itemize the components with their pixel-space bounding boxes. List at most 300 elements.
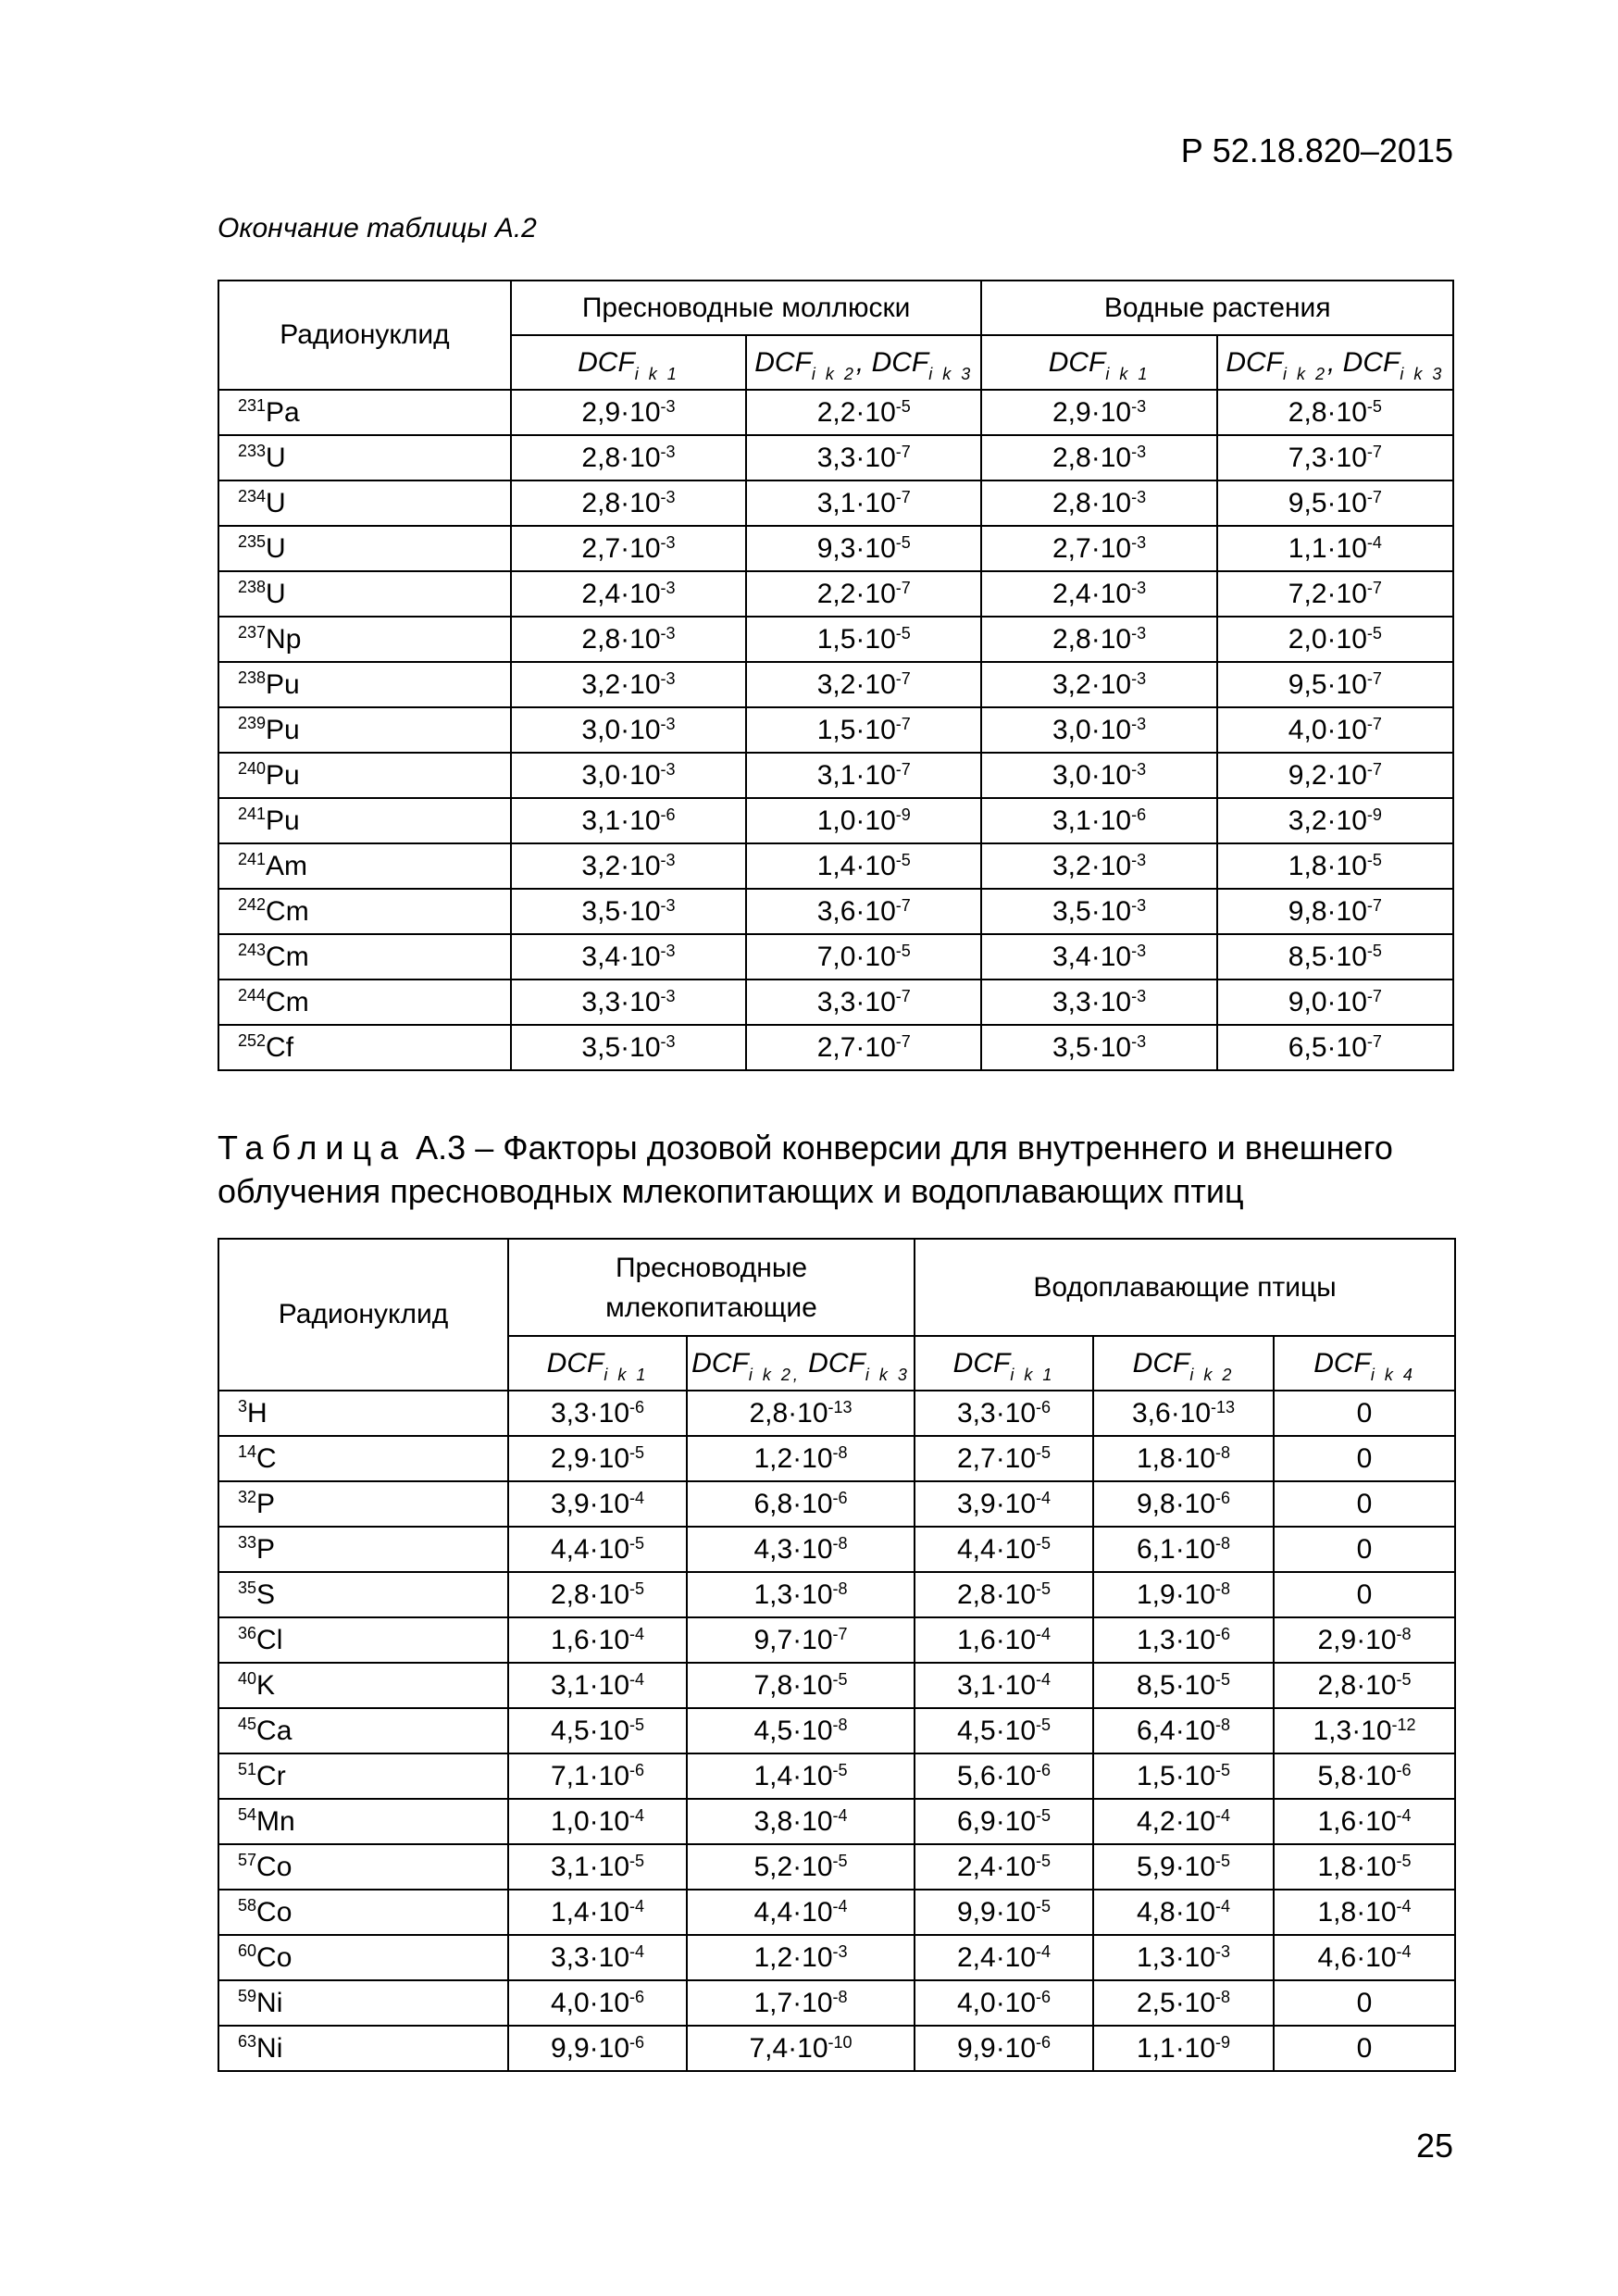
mantissa: 2,9 (581, 396, 621, 428)
value-cell (511, 662, 746, 707)
times-ten: ·10 (995, 1805, 1037, 1837)
value-cell (1093, 1753, 1274, 1799)
nuclide-cell (218, 1527, 508, 1572)
times-ten: ·10 (1356, 1896, 1397, 1928)
mantissa: 9,5 (1288, 487, 1327, 518)
dcf-subscript: i k 3 (865, 1365, 910, 1384)
value-cell (915, 1708, 1093, 1753)
value-cell (746, 798, 981, 843)
table-row (218, 889, 1453, 934)
mantissa: 1,4 (816, 850, 856, 881)
dcf-symbol: , DCF (855, 346, 929, 378)
mass-number: 45 (238, 1714, 257, 1733)
element-symbol: Am (266, 850, 308, 881)
value-cell (746, 843, 981, 889)
times-ten: ·10 (1090, 442, 1132, 473)
value-cell (508, 1980, 687, 2026)
value-cell (981, 798, 1216, 843)
times-ten: ·10 (620, 986, 661, 1017)
exponent: -6 (629, 1760, 645, 1779)
times-ten: ·10 (995, 1941, 1037, 1973)
mantissa: 3,6 (816, 895, 856, 927)
element-symbol: P (256, 1533, 276, 1565)
value-cell (687, 1391, 915, 1436)
exponent: -5 (895, 850, 911, 869)
value-cell (511, 889, 746, 934)
value-cell (511, 934, 746, 980)
value-cell (1217, 480, 1453, 526)
value-cell (687, 1708, 915, 1753)
times-ten: ·10 (589, 1760, 630, 1791)
times-ten: ·10 (995, 1397, 1037, 1429)
value-cell (981, 617, 1216, 662)
exponent: -7 (895, 442, 911, 461)
exponent: -3 (1131, 487, 1147, 506)
exponent: -3 (1131, 578, 1147, 597)
mantissa: 3,3 (550, 1941, 590, 1973)
mantissa: 1,4 (753, 1760, 793, 1791)
value-cell (511, 753, 746, 798)
dcf-symbol: DCF (578, 346, 635, 378)
mantissa: 2,8 (1288, 396, 1327, 428)
times-ten: ·10 (1326, 1031, 1367, 1063)
exponent: -3 (1131, 532, 1147, 552)
nuclide-cell (218, 526, 511, 571)
exponent: -7 (1366, 895, 1382, 915)
table-row (218, 1980, 1455, 2026)
mantissa: 2,8 (581, 442, 621, 473)
mantissa: 3,1 (550, 1851, 590, 1882)
exponent: -6 (1036, 1760, 1052, 1779)
table-row (218, 1436, 1455, 1481)
mantissa: 1,3 (1136, 1624, 1176, 1655)
exponent: -6 (629, 2032, 645, 2052)
table-row (218, 1935, 1455, 1980)
value-cell (1274, 1980, 1455, 2026)
times-ten: ·10 (1326, 487, 1367, 518)
mantissa: 4,0 (550, 1987, 590, 2018)
value-cell (1093, 1890, 1274, 1935)
times-ten: ·10 (589, 1624, 630, 1655)
mantissa: 3,4 (1052, 941, 1091, 972)
mass-number: 14 (238, 1441, 257, 1461)
value-cell (687, 1890, 915, 1935)
exponent: -5 (895, 532, 911, 552)
group-header-mollusks: Пресноводные моллюски (511, 281, 982, 335)
times-ten: ·10 (1090, 1031, 1132, 1063)
exponent: -7 (1366, 714, 1382, 733)
mantissa: 0 (1356, 1442, 1373, 1474)
value-cell (1274, 1391, 1455, 1436)
value-cell (1217, 843, 1453, 889)
times-ten: ·10 (589, 1805, 630, 1837)
times-ten: ·10 (1326, 986, 1367, 1017)
exponent: -7 (1366, 1031, 1382, 1051)
exponent: -5 (1396, 1669, 1412, 1689)
value-cell (915, 1980, 1093, 2026)
exponent: -5 (895, 623, 911, 643)
times-ten: ·10 (792, 1805, 833, 1837)
times-ten: ·10 (1090, 487, 1132, 518)
value-cell (1093, 2026, 1274, 2071)
table-row (218, 1844, 1455, 1890)
mantissa: 3,2 (816, 668, 856, 700)
exponent: -8 (1396, 1624, 1412, 1643)
mantissa: 3,1 (956, 1669, 996, 1701)
nuclide-cell (218, 707, 511, 753)
exponent: -8 (832, 1987, 848, 2006)
mantissa: 2,0 (1288, 623, 1327, 655)
times-ten: ·10 (1356, 1805, 1397, 1837)
nuclide-cell (218, 1617, 508, 1663)
mantissa: 2,9 (550, 1442, 590, 1474)
times-ten: ·10 (1090, 941, 1132, 972)
mantissa: 3,2 (1052, 850, 1091, 881)
mantissa: 0 (1356, 1397, 1373, 1429)
times-ten: ·10 (1175, 1805, 1216, 1837)
mantissa: 4,3 (753, 1533, 793, 1565)
nuclide-cell (218, 2026, 508, 2071)
exponent: -3 (1215, 1941, 1231, 1961)
mantissa: 2,8 (550, 1578, 590, 1610)
times-ten: ·10 (855, 895, 896, 927)
dcf-symbol: DCF (546, 1347, 604, 1379)
value-cell (746, 617, 981, 662)
nuclide-cell (218, 435, 511, 480)
value-cell (746, 889, 981, 934)
mantissa: 4,6 (1317, 1941, 1357, 1973)
nuclide-cell (218, 480, 511, 526)
mantissa: 1,6 (550, 1624, 590, 1655)
mass-number: 60 (238, 1940, 257, 1960)
times-ten: ·10 (792, 1624, 833, 1655)
nuclide-cell (218, 1481, 508, 1527)
mantissa: 0 (1356, 1987, 1373, 2018)
times-ten: ·10 (620, 396, 661, 428)
dcf-column-header (511, 335, 746, 390)
mantissa: 1,3 (1313, 1715, 1352, 1746)
dcf-column-header (687, 1336, 915, 1391)
mantissa: 2,8 (1052, 487, 1091, 518)
mantissa: 0 (1356, 1578, 1373, 1610)
value-cell (508, 1527, 687, 1572)
value-cell (1217, 571, 1453, 617)
value-cell (981, 843, 1216, 889)
mantissa: 7,2 (1288, 578, 1327, 609)
times-ten: ·10 (1175, 1442, 1216, 1474)
value-cell (1274, 1572, 1455, 1617)
dcf-subscript: i k 2 (1282, 364, 1327, 383)
exponent: -8 (1215, 1987, 1231, 2006)
times-ten: ·10 (589, 1397, 630, 1429)
group-header-mammals: Пресноводные млекопитающие (508, 1239, 915, 1336)
times-ten: ·10 (1090, 986, 1132, 1017)
mass-number: 54 (238, 1804, 257, 1824)
value-cell (981, 753, 1216, 798)
value-cell (1093, 1391, 1274, 1436)
exponent: -3 (1131, 941, 1147, 960)
value-cell (915, 1753, 1093, 1799)
value-cell (1093, 1617, 1274, 1663)
mantissa: 3,5 (581, 895, 621, 927)
exponent: -4 (629, 1488, 645, 1507)
element-symbol: Co (256, 1941, 292, 1973)
dcf-column-header (915, 1336, 1093, 1391)
mantissa: 4,2 (1136, 1805, 1176, 1837)
value-cell (511, 571, 746, 617)
times-ten: ·10 (1326, 578, 1367, 609)
table-a3 (218, 1238, 1456, 2072)
table-row (218, 1391, 1455, 1436)
table-continuation-caption: Окончание таблицы А.2 (218, 213, 537, 243)
times-ten: ·10 (788, 1397, 828, 1429)
table-row (218, 753, 1453, 798)
mantissa: 2,7 (581, 532, 621, 564)
exponent: -4 (1396, 1805, 1412, 1825)
exponent: -3 (1131, 759, 1147, 779)
mantissa: 4,8 (1136, 1896, 1176, 1928)
value-cell (981, 480, 1216, 526)
exponent: -9 (1366, 805, 1382, 824)
dcf-symbol: DCF (754, 346, 812, 378)
mantissa: 0 (1356, 1488, 1373, 1519)
exponent: -9 (1215, 2032, 1231, 2052)
exponent: -8 (832, 1533, 848, 1553)
dcf-subscript: i k 1 (1010, 1365, 1055, 1384)
mantissa: 1,6 (1317, 1805, 1357, 1837)
exponent: -3 (1131, 623, 1147, 643)
element-symbol: Pa (266, 396, 300, 428)
value-cell (746, 390, 981, 435)
exponent: -8 (832, 1442, 848, 1462)
exponent: -3 (832, 1941, 848, 1961)
exponent: -5 (1036, 1533, 1052, 1553)
table-row (218, 480, 1453, 526)
times-ten: ·10 (1090, 668, 1132, 700)
times-ten: ·10 (1090, 532, 1132, 564)
mass-number: 244 (238, 985, 267, 1004)
page-number: 25 (1415, 2127, 1453, 2165)
value-cell (746, 480, 981, 526)
times-ten: ·10 (995, 1578, 1037, 1610)
mantissa: 8,5 (1136, 1669, 1176, 1701)
value-cell (746, 980, 981, 1025)
value-cell (915, 1663, 1093, 1708)
times-ten: ·10 (855, 941, 896, 972)
value-cell (981, 1025, 1216, 1070)
value-cell (1093, 1844, 1274, 1890)
value-cell (508, 1753, 687, 1799)
times-ten: ·10 (1170, 1397, 1212, 1429)
exponent: -12 (1391, 1715, 1416, 1734)
table-a2-body (218, 390, 1453, 1070)
exponent: -4 (1036, 1488, 1052, 1507)
dcf-symbol: DCF (691, 1347, 749, 1379)
value-cell (508, 1391, 687, 1436)
value-cell (687, 1663, 915, 1708)
group-header-aquatic-plants: Водные растения (981, 281, 1453, 335)
mantissa: 9,9 (956, 1896, 996, 1928)
mantissa: 3,3 (816, 986, 856, 1017)
value-cell (1093, 1663, 1274, 1708)
exponent: -6 (1036, 1987, 1052, 2006)
nuclide-cell (218, 662, 511, 707)
value-cell (1274, 1708, 1455, 1753)
times-ten: ·10 (1175, 1488, 1216, 1519)
exponent: -6 (629, 1397, 645, 1416)
value-cell (687, 1753, 915, 1799)
exponent: -5 (832, 1669, 848, 1689)
times-ten: ·10 (855, 668, 896, 700)
exponent: -3 (660, 714, 676, 733)
mantissa: 6,5 (1288, 1031, 1327, 1063)
mantissa: 3,2 (581, 850, 621, 881)
exponent: -5 (629, 1851, 645, 1870)
times-ten: ·10 (1175, 1851, 1216, 1882)
value-cell (1274, 1663, 1455, 1708)
times-ten: ·10 (855, 442, 896, 473)
nuclide-cell (218, 1663, 508, 1708)
times-ten: ·10 (589, 1669, 630, 1701)
exponent: -5 (1366, 623, 1382, 643)
mantissa: 7,1 (550, 1760, 590, 1791)
value-cell (687, 1935, 915, 1980)
exponent: -6 (1215, 1624, 1231, 1643)
times-ten: ·10 (1175, 1760, 1216, 1791)
times-ten: ·10 (620, 941, 661, 972)
value-cell (915, 1436, 1093, 1481)
mass-number: 233 (238, 441, 267, 460)
times-ten: ·10 (792, 1442, 833, 1474)
times-ten: ·10 (589, 2032, 630, 2064)
times-ten: ·10 (1175, 1896, 1216, 1928)
value-cell (915, 1391, 1093, 1436)
mantissa: 1,8 (1288, 850, 1327, 881)
times-ten: ·10 (1175, 1715, 1216, 1746)
times-ten: ·10 (589, 1851, 630, 1882)
mantissa: 3,9 (550, 1488, 590, 1519)
value-cell (981, 571, 1216, 617)
value-cell (1093, 1436, 1274, 1481)
dcf-subscript: i k 1 (634, 364, 679, 383)
table-row (218, 707, 1453, 753)
exponent: -4 (1036, 1941, 1052, 1961)
mantissa: 1,3 (753, 1578, 793, 1610)
exponent: -7 (1366, 442, 1382, 461)
table-row (218, 526, 1453, 571)
times-ten: ·10 (589, 1941, 630, 1973)
exponent: -7 (1366, 578, 1382, 597)
mantissa: 2,8 (581, 623, 621, 655)
value-cell (915, 1935, 1093, 1980)
times-ten: ·10 (589, 1533, 630, 1565)
nuclide-cell (218, 1708, 508, 1753)
mass-number: 51 (238, 1759, 257, 1778)
mantissa: 9,9 (550, 2032, 590, 2064)
mass-number: 238 (238, 668, 267, 687)
table-row (218, 798, 1453, 843)
mantissa: 3,5 (581, 1031, 621, 1063)
times-ten: ·10 (589, 1578, 630, 1610)
value-cell (1274, 1436, 1455, 1481)
exponent: -13 (828, 1397, 853, 1416)
mantissa: 3,1 (550, 1669, 590, 1701)
value-cell (511, 435, 746, 480)
times-ten: ·10 (1326, 805, 1367, 836)
value-cell (1093, 1481, 1274, 1527)
mantissa: 3,1 (816, 487, 856, 518)
exponent: -7 (895, 578, 911, 597)
times-ten: ·10 (1356, 1624, 1397, 1655)
exponent: -7 (895, 1031, 911, 1051)
table-row (218, 980, 1453, 1025)
mantissa: 1,4 (550, 1896, 590, 1928)
mantissa: 2,9 (1317, 1624, 1357, 1655)
value-cell (511, 526, 746, 571)
times-ten: ·10 (1090, 578, 1132, 609)
exponent: -4 (1396, 1896, 1412, 1915)
mantissa: 3,3 (581, 986, 621, 1017)
element-symbol: Cm (266, 986, 309, 1017)
times-ten: ·10 (620, 1031, 661, 1063)
mass-number: 35 (238, 1578, 257, 1597)
mantissa: 1,9 (1136, 1578, 1176, 1610)
element-symbol: Pu (266, 714, 300, 745)
value-cell (1274, 1617, 1455, 1663)
mass-number: 242 (238, 894, 267, 914)
times-ten: ·10 (1326, 532, 1367, 564)
mass-number: 235 (238, 531, 267, 551)
exponent: -5 (629, 1715, 645, 1734)
mantissa: 3,0 (1052, 759, 1091, 791)
mantissa: 9,0 (1288, 986, 1327, 1017)
element-symbol: K (256, 1669, 276, 1701)
times-ten: ·10 (1326, 714, 1367, 745)
dcf-symbol: DCF (1048, 346, 1106, 378)
value-cell (915, 1481, 1093, 1527)
exponent: -4 (1036, 1624, 1052, 1643)
document-code: Р 52.18.820–2015 (1180, 131, 1453, 169)
exponent: -3 (1131, 986, 1147, 1005)
mantissa: 5,9 (1136, 1851, 1176, 1882)
exponent: -3 (1131, 668, 1147, 688)
mantissa: 1,6 (956, 1624, 996, 1655)
exponent: -5 (832, 1760, 848, 1779)
times-ten: ·10 (620, 578, 661, 609)
exponent: -5 (1366, 850, 1382, 869)
mantissa: 9,8 (1136, 1488, 1176, 1519)
mantissa: 3,2 (1052, 668, 1091, 700)
mass-number: 36 (238, 1623, 257, 1642)
times-ten: ·10 (792, 1941, 833, 1973)
exponent: -8 (832, 1578, 848, 1598)
mantissa: 3,0 (581, 759, 621, 791)
mantissa: 6,1 (1136, 1533, 1176, 1565)
exponent: -3 (660, 850, 676, 869)
times-ten: ·10 (1326, 941, 1367, 972)
exponent: -3 (660, 668, 676, 688)
times-ten: ·10 (995, 1851, 1037, 1882)
value-cell (687, 2026, 915, 2071)
value-cell (1217, 934, 1453, 980)
mantissa: 1,1 (1136, 2032, 1176, 2064)
mantissa: 3,2 (1288, 805, 1327, 836)
times-ten: ·10 (995, 2032, 1037, 2064)
mantissa: 0 (1356, 1533, 1373, 1565)
times-ten: ·10 (1326, 895, 1367, 927)
nuclide-cell (218, 1980, 508, 2026)
nuclide-cell (218, 390, 511, 435)
